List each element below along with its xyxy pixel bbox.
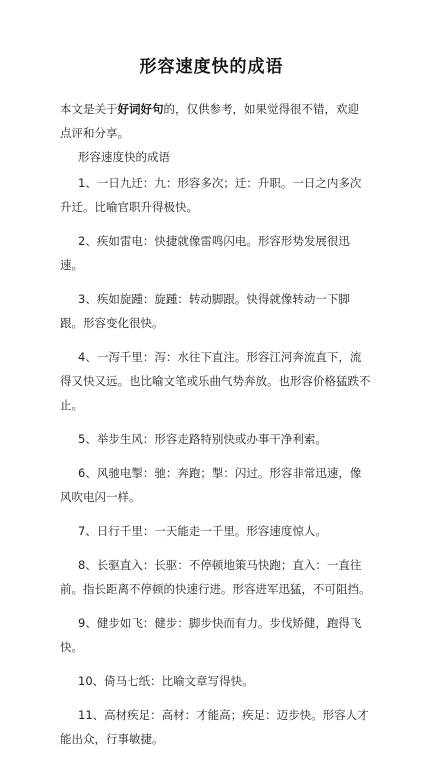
idiom-item-8: 8、长驱直入：长驱：不停顿地策马快跑；直入：一直往前。指长距离不停顿的快速行进。形容进军迅猛，不可阻挡。 <box>60 558 371 596</box>
idiom-item-6: 6、风驰电掣：驰：奔跑；掣：闪过。形容非常迅速，像风吹电闪一样。 <box>60 466 362 504</box>
idiom-item-10: 10、倚马七纸：比喻文章写得快。 <box>78 674 254 688</box>
idiom-item-1: 1、一日九迁：九：形容多次；迁：升职。一日之内多次升迁。比喻官职升得极快。 <box>60 176 362 214</box>
idiom-item-11: 11、高材疾足：高材：才能高；疾足：迈步快。形容人才能出众，行事敏捷。 <box>60 708 369 746</box>
idiom-item-4: 4、一泻千里：泻：水往下直注。形容江河奔流直下，流得又快又远。也比喻文笔或乐曲气势奔放。也形容价格猛跌不止。 <box>60 350 371 412</box>
section-subheading: 形容速度快的成语 <box>78 150 170 164</box>
idiom-item-9: 9、健步如飞：健步：脚步快而有力。步伐矫健，跑得飞快。 <box>60 616 362 654</box>
intro-keyword: 好词好句 <box>117 102 164 116</box>
intro-suffix: 的，仅供参考，如果觉得很不错，欢迎点评和分享。 <box>60 102 359 140</box>
idiom-item-3: 3、疾如旋踵：旋踵：转动脚跟。快得就像转动一下脚跟。形容变化很快。 <box>60 292 350 330</box>
idiom-item-5: 5、举步生风：形容走路特别快或办事干净利索。 <box>78 432 327 446</box>
document-title: 形容速度快的成语 <box>139 57 284 77</box>
intro-prefix: 本文是关于 <box>60 102 118 116</box>
idiom-item-2: 2、疾如雷电：快捷就像雷鸣闪电。形容形势发展很迅速。 <box>60 234 350 272</box>
idiom-item-7: 7、日行千里：一天能走一千里。形容速度惊人。 <box>78 524 327 538</box>
intro-paragraph <box>60 97 370 145</box>
idiom-list <box>60 171 372 761</box>
